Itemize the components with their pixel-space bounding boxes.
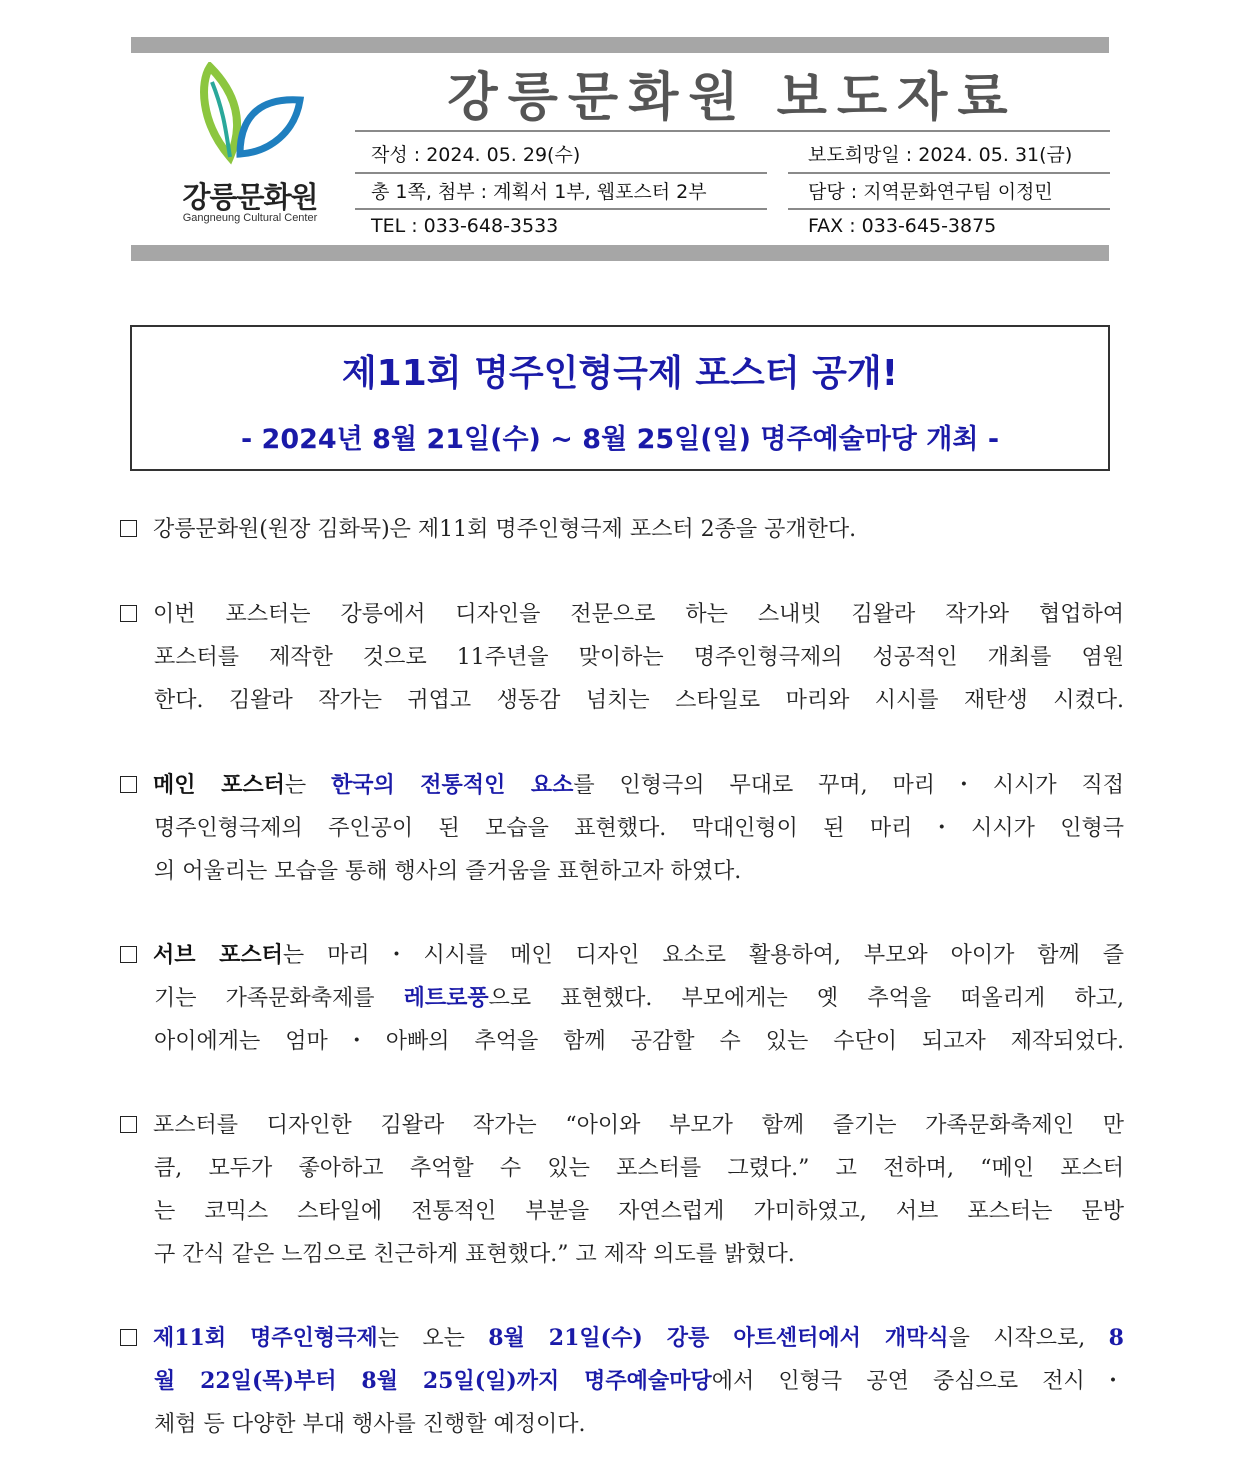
paragraph-line: 포스터를 제작한 것으로 11주년을 맞이하는 명주인형극제의 성공적인 개최를 염원 (154, 645, 1124, 670)
highlight-text: 제11회 명주인형극제 (153, 1325, 378, 1351)
paragraph-line (120, 977, 1124, 1020)
paragraph-line: 큼, 모두가 좋아하고 추억할 수 있는 포스터를 그렸다.” 고 전하며, “메인 포스터 (154, 1156, 1124, 1181)
paragraph-line: 체험 등 다양한 부대 행사를 진행할 예정이다. (154, 1412, 586, 1437)
fax-number: FAX : 033-645-3875 (808, 215, 997, 237)
paragraph-line: 아이에게는 엄마・아빠의 추억을 함께 공감할 수 있는 수단이 되고자 제작되었다. (154, 1029, 1124, 1054)
text: 는 오는 (377, 1326, 489, 1351)
meta-divider (355, 130, 1110, 132)
headline-title: 제11회 명주인형극제 포스터 공개! (341, 353, 899, 394)
meta-divider (788, 208, 1110, 210)
header-top-bar (131, 37, 1109, 53)
page-count: 총 1쪽, 첨부 : 계획서 1부, 웹포스터 2부 (371, 181, 707, 203)
paragraph-1 (120, 508, 1124, 551)
paragraph-line (120, 1317, 1124, 1360)
paragraph-4 (120, 934, 1124, 1063)
text: 는 (284, 773, 331, 798)
written-date: 작성 : 2024. 05. 29(수) (371, 144, 581, 166)
headline-box (130, 325, 1110, 471)
paragraph-line (120, 593, 1124, 636)
paragraph-6 (120, 1317, 1124, 1446)
text: 으로 표현했다. 부모에게는 옛 추억을 떠올리게 하고, (488, 986, 1124, 1011)
contact-person: 담당 : 지역문화연구팀 이정민 (808, 181, 1053, 203)
headline-subtitle: - 2024년 8월 21일(수) ~ 8월 25일(일) 명주예술마당 개최 - (240, 424, 1000, 455)
paragraph-line: 구 간식 같은 느낌으로 친근하게 표현했다.” 고 제작 의도를 밝혔다. (154, 1242, 795, 1267)
checkbox-bullet-icon (120, 520, 137, 537)
tel-number: TEL : 033-648-3533 (371, 215, 559, 237)
checkbox-bullet-icon (120, 1116, 137, 1133)
checkbox-bullet-icon (120, 605, 137, 622)
paragraph-line (120, 508, 1124, 551)
paragraph-line (120, 764, 1124, 807)
paragraph-line: 한다. 김왈라 작가는 귀엽고 생동감 넘치는 스타일로 마리와 시시를 재탄생 시켰다. (154, 688, 1124, 713)
paragraph-2 (120, 593, 1124, 722)
text: 을 시작으로, (948, 1326, 1109, 1351)
meta-divider (355, 208, 767, 210)
text: 는 마리・시시를 메인 디자인 요소로 활용하여, 부모와 아이가 함께 즐 (282, 943, 1124, 968)
paragraph-line (120, 934, 1124, 977)
document-title: 강릉문화원 보도자료 (447, 68, 1018, 128)
highlight-text: 8월 21일(수) 강릉 아트센터에서 개막식 (488, 1325, 949, 1351)
paragraph-3 (120, 764, 1124, 893)
header-bottom-bar (131, 245, 1109, 261)
paragraph-line (120, 1104, 1124, 1147)
meta-divider (355, 172, 767, 174)
checkbox-bullet-icon (120, 946, 137, 963)
paragraph-5 (120, 1104, 1124, 1276)
paragraph-line (120, 1360, 1124, 1403)
logo (165, 62, 335, 232)
release-date: 보도희망일 : 2024. 05. 31(금) (808, 144, 1073, 166)
text: 이번 포스터는 강릉에서 디자인을 전문으로 하는 스내빗 김왈라 작가와 협업하여 (153, 602, 1124, 627)
checkbox-bullet-icon (120, 776, 137, 793)
text: 에서 인형극 공연 중심으로 전시・ (711, 1369, 1124, 1394)
meta-divider (788, 172, 1110, 174)
checkbox-bullet-icon (120, 1329, 137, 1346)
paragraph-line: 의 어울리는 모습을 통해 행사의 즐거움을 표현하고자 하였다. (154, 859, 742, 884)
highlight-text: 8 (1108, 1325, 1124, 1351)
highlight-text: 한국의 전통적인 요소 (330, 772, 574, 798)
highlight-text: 월 22일(목)부터 8월 25일(일)까지 명주예술마당 (154, 1368, 712, 1394)
paragraph-line: 는 코믹스 스타일에 전통적인 부분을 자연스럽게 가미하였고, 서브 포스터는 문방 (154, 1199, 1124, 1224)
text: 를 인형극의 무대로 꾸며, 마리・시시가 직접 (573, 773, 1124, 798)
paragraph-line: 명주인형극제의 주인공이 된 모습을 표현했다. 막대인형이 된 마리・시시가 인형극 (154, 816, 1124, 841)
leaf-logo-icon (200, 62, 305, 167)
bold-term: 메인 포스터 (153, 772, 285, 798)
logo-name-ko: 강릉문화원 (182, 180, 318, 214)
logo-name-en: Gangneung Cultural Center (182, 212, 318, 224)
text: 강릉문화원(원장 김화묵)은 제11회 명주인형극제 포스터 2종을 공개한다. (153, 517, 857, 542)
highlight-text: 레트로풍 (403, 985, 489, 1011)
text: 기는 가족문화축제를 (154, 986, 404, 1011)
text: 포스터를 디자인한 김왈라 작가는 “아이와 부모가 함께 즐기는 가족문화축제인 만 (153, 1113, 1124, 1138)
bold-term: 서브 포스터 (153, 942, 283, 968)
